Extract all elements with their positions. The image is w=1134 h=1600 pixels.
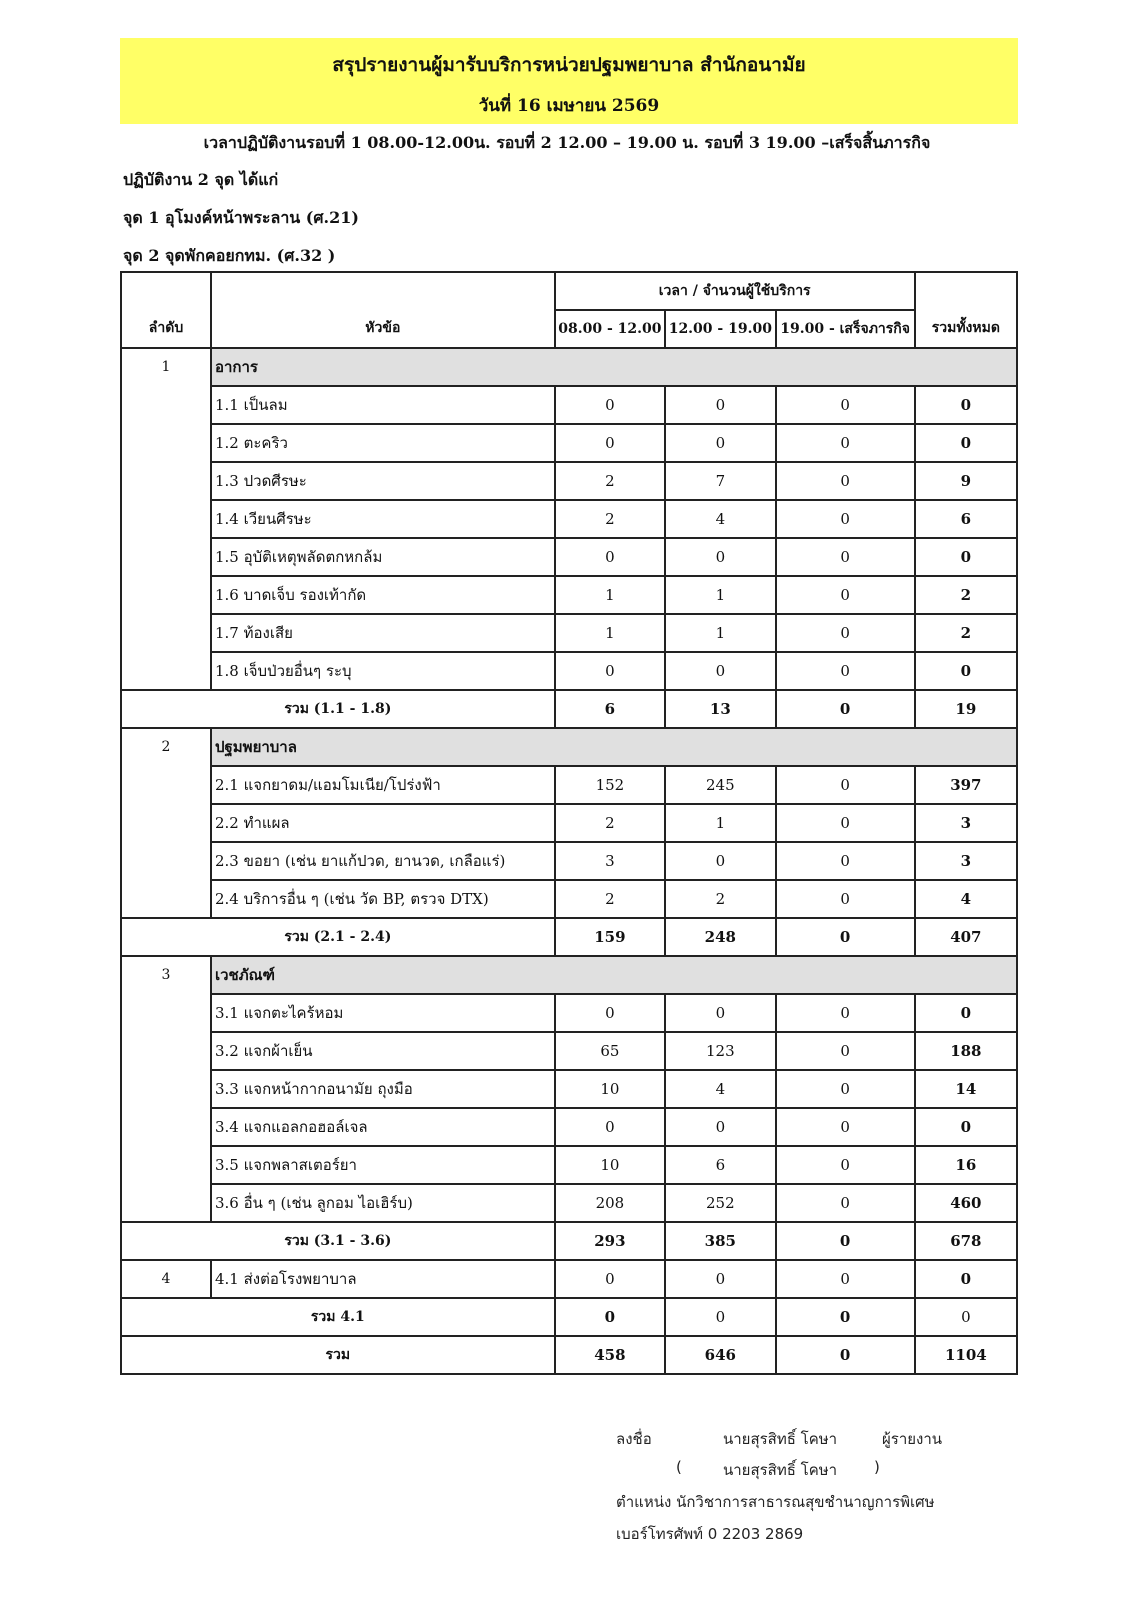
table-row (121, 500, 1017, 538)
sum-label: รวม (3.1 - 3.6) (121, 1222, 555, 1260)
table-row (121, 842, 1017, 880)
item-t3: 0 (776, 576, 915, 614)
item-total: 460 (915, 1184, 1017, 1222)
item-total: 0 (915, 1260, 1017, 1298)
item-label: 3.4 แจกแอลกอฮอล์เจล (211, 1108, 555, 1146)
item-label: 3.3 แจกหน้ากากอนามัย ถุงมือ (211, 1070, 555, 1108)
sum-t1: 6 (555, 690, 665, 728)
item-t1: 2 (555, 880, 665, 918)
item-t2: 0 (665, 994, 775, 1032)
item-t3: 0 (776, 538, 915, 576)
table-row (121, 1184, 1017, 1222)
sum-label: รวม (1.1 - 1.8) (121, 690, 555, 728)
sum-t2: 0 (665, 1298, 775, 1336)
item-total: 188 (915, 1032, 1017, 1070)
item-total: 3 (915, 842, 1017, 880)
col-t1-header: 08.00 - 12.00 (555, 310, 665, 348)
item-label: 2.2 ทำแผล (211, 804, 555, 842)
item-label: 1.2 ตะคริว (211, 424, 555, 462)
table-row (121, 994, 1017, 1032)
item-t2: 1 (665, 804, 775, 842)
sum-total: 407 (915, 918, 1017, 956)
point-2: จุด 2 จุดพักคอยกทม. (ศ.32 ) (123, 246, 336, 265)
item-t2: 0 (665, 386, 775, 424)
item-total: 397 (915, 766, 1017, 804)
item-t3: 0 (776, 386, 915, 424)
item-t1: 10 (555, 1070, 665, 1108)
sum-total: 19 (915, 690, 1017, 728)
section-row (121, 728, 1017, 766)
table-row (121, 462, 1017, 500)
item-t3: 0 (776, 1146, 915, 1184)
section-order: 4 (121, 1260, 211, 1298)
item-t1: 152 (555, 766, 665, 804)
item-t2: 0 (665, 842, 775, 880)
sum-total: 0 (915, 1298, 1017, 1336)
summary-table (120, 271, 1018, 1375)
table-row (121, 1146, 1017, 1184)
item-t2: 0 (665, 652, 775, 690)
sum-t1: 159 (555, 918, 665, 956)
item-t2: 0 (665, 538, 775, 576)
shift-times: เวลาปฏิบัติงานรอบที่ 1 08.00-12.00น. รอบที่ 2 12.00 – 19.00 น. รอบที่ 3 19.00 –เสร็จสิ้นภารกิจ (203, 133, 931, 152)
item-total: 3 (915, 804, 1017, 842)
item-label: 4.1 ส่งต่อโรงพยาบาล (211, 1260, 555, 1298)
paren-close: ) (874, 1458, 880, 1476)
item-t1: 2 (555, 500, 665, 538)
section-row (121, 348, 1017, 386)
sum-t1: 0 (555, 1298, 665, 1336)
item-t1: 2 (555, 804, 665, 842)
item-t3: 0 (776, 652, 915, 690)
table-row (121, 386, 1017, 424)
table-row (121, 652, 1017, 690)
item-t1: 10 (555, 1146, 665, 1184)
section-order: 1 (121, 348, 211, 690)
sign-label: ลงชื่อ (616, 1430, 652, 1448)
section-order: 2 (121, 728, 211, 918)
item-t1: 0 (555, 386, 665, 424)
section-title: ปฐมพยาบาล (211, 728, 1017, 766)
item-t3: 0 (776, 766, 915, 804)
item-label: 2.1 แจกยาดม/แอมโมเนีย/โปร่งฟ้า (211, 766, 555, 804)
item-label: 2.3 ขอยา (เช่น ยาแก้ปวด, ยานวด, เกลือแร่) (211, 842, 555, 880)
item-t3: 0 (776, 804, 915, 842)
grand-t3: 0 (776, 1336, 915, 1374)
item-t3: 0 (776, 500, 915, 538)
item-total: 0 (915, 1108, 1017, 1146)
item-t2: 0 (665, 1260, 775, 1298)
item-total: 0 (915, 538, 1017, 576)
table-row (121, 1108, 1017, 1146)
item-t1: 65 (555, 1032, 665, 1070)
table-row (121, 766, 1017, 804)
col-total-header: รวมทั้งหมด (915, 272, 1017, 348)
table-row (121, 804, 1017, 842)
item-t1: 208 (555, 1184, 665, 1222)
item-t1: 0 (555, 994, 665, 1032)
item-t2: 2 (665, 880, 775, 918)
sum-t3: 0 (776, 1222, 915, 1260)
item-t2: 6 (665, 1146, 775, 1184)
grand-total: 1104 (915, 1336, 1017, 1374)
col-t3-header: 19.00 - เสร็จภารกิจ (776, 310, 915, 348)
grand-t2: 646 (665, 1336, 775, 1374)
sum-label: รวม (2.1 - 2.4) (121, 918, 555, 956)
item-t2: 7 (665, 462, 775, 500)
sum-t2: 385 (665, 1222, 775, 1260)
grand-t1: 458 (555, 1336, 665, 1374)
table-row (121, 1070, 1017, 1108)
item-total: 2 (915, 576, 1017, 614)
item-t1: 0 (555, 538, 665, 576)
item-t3: 0 (776, 1032, 915, 1070)
sum-t2: 248 (665, 918, 775, 956)
signer-role: ผู้รายงาน (882, 1430, 943, 1448)
item-t1: 2 (555, 462, 665, 500)
item-total: 14 (915, 1070, 1017, 1108)
item-label: 1.7 ท้องเสีย (211, 614, 555, 652)
sum-row (121, 1222, 1017, 1260)
item-t3: 0 (776, 842, 915, 880)
signer-phone: เบอร์โทรศัพท์ 0 2203 2869 (616, 1525, 804, 1543)
item-t1: 1 (555, 576, 665, 614)
item-t3: 0 (776, 880, 915, 918)
table-row (121, 614, 1017, 652)
sum-t3: 0 (776, 1298, 915, 1336)
table-row (121, 880, 1017, 918)
sum-t1: 293 (555, 1222, 665, 1260)
points-intro: ปฏิบัติงาน 2 จุด ได้แก่ (123, 170, 279, 189)
item-t3: 0 (776, 462, 915, 500)
item-t1: 0 (555, 1260, 665, 1298)
col-t2-header: 12.00 - 19.00 (665, 310, 775, 348)
table-row (121, 1260, 1017, 1298)
item-total: 6 (915, 500, 1017, 538)
item-t3: 0 (776, 994, 915, 1032)
item-label: 3.2 แจกผ้าเย็น (211, 1032, 555, 1070)
item-t2: 4 (665, 500, 775, 538)
col-topic-header: หัวข้อ (211, 272, 555, 348)
item-t1: 0 (555, 424, 665, 462)
item-total: 0 (915, 386, 1017, 424)
item-t1: 0 (555, 652, 665, 690)
sum-t2: 13 (665, 690, 775, 728)
item-t3: 0 (776, 1070, 915, 1108)
section-title: อาการ (211, 348, 1017, 386)
item-t2: 245 (665, 766, 775, 804)
item-t2: 1 (665, 614, 775, 652)
item-t2: 123 (665, 1032, 775, 1070)
item-label: 1.8 เจ็บป่วยอื่นๆ ระบุ (211, 652, 555, 690)
sum-t3: 0 (776, 690, 915, 728)
title-banner (120, 38, 1018, 124)
signer-position: ตำแหน่ง นักวิชาการสาธารณสุขชำนาญการพิเศษ (616, 1493, 935, 1511)
signer-name: นายสุรสิทธิ์ โคษา (723, 1430, 838, 1448)
item-label: 2.4 บริการอื่น ๆ (เช่น วัด BP, ตรวจ DTX) (211, 880, 555, 918)
grand-label: รวม (121, 1336, 555, 1374)
item-total: 4 (915, 880, 1017, 918)
table-row (121, 576, 1017, 614)
item-t3: 0 (776, 1184, 915, 1222)
item-t2: 0 (665, 424, 775, 462)
section-title: เวชภัณฑ์ (211, 956, 1017, 994)
item-t1: 3 (555, 842, 665, 880)
item-t2: 0 (665, 1108, 775, 1146)
item-label: 3.5 แจกพลาสเตอร์ยา (211, 1146, 555, 1184)
item-label: 3.6 อื่น ๆ (เช่น ลูกอม ไอเฮิร์บ) (211, 1184, 555, 1222)
item-t3: 0 (776, 1260, 915, 1298)
item-label: 1.5 อุบัติเหตุพลัดตกหกล้ม (211, 538, 555, 576)
report-date: วันที่ 16 เมษายน 2569 (478, 96, 660, 116)
table-row (121, 424, 1017, 462)
section-row (121, 956, 1017, 994)
report-title: สรุปรายงานผู้มารับบริการหน่วยปฐมพยาบาล สำนักอนามัย (332, 54, 806, 76)
item-t2: 252 (665, 1184, 775, 1222)
item-t1: 1 (555, 614, 665, 652)
item-total: 9 (915, 462, 1017, 500)
grand-total-row (121, 1336, 1017, 1374)
item-t3: 0 (776, 424, 915, 462)
item-t2: 1 (665, 576, 775, 614)
point-1: จุด 1 อุโมงค์หน้าพระลาน (ศ.21) (123, 208, 359, 227)
section-order: 3 (121, 956, 211, 1222)
item-total: 2 (915, 614, 1017, 652)
sum-total: 678 (915, 1222, 1017, 1260)
item-total: 0 (915, 994, 1017, 1032)
item-total: 16 (915, 1146, 1017, 1184)
item-total: 0 (915, 652, 1017, 690)
sum-label: รวม 4.1 (121, 1298, 555, 1336)
signer-name-parenthesized: นายสุรสิทธิ์ โคษา (723, 1461, 838, 1479)
item-total: 0 (915, 424, 1017, 462)
item-label: 1.4 เวียนศีรษะ (211, 500, 555, 538)
item-label: 1.6 บาดเจ็บ รองเท้ากัด (211, 576, 555, 614)
sum-row (121, 690, 1017, 728)
sum-row (121, 918, 1017, 956)
table-row (121, 538, 1017, 576)
sum-t3: 0 (776, 918, 915, 956)
col-order-header: ลำดับ (121, 272, 211, 348)
item-label: 1.3 ปวดศีรษะ (211, 462, 555, 500)
item-label: 3.1 แจกตะไคร้หอม (211, 994, 555, 1032)
item-label: 1.1 เป็นลม (211, 386, 555, 424)
item-t3: 0 (776, 1108, 915, 1146)
sum-row (121, 1298, 1017, 1336)
item-t1: 0 (555, 1108, 665, 1146)
item-t2: 4 (665, 1070, 775, 1108)
item-t3: 0 (776, 614, 915, 652)
table-row (121, 1032, 1017, 1070)
col-time-group-header: เวลา / จำนวนผู้ใช้บริการ (555, 272, 915, 310)
paren-open: ( (676, 1458, 682, 1476)
